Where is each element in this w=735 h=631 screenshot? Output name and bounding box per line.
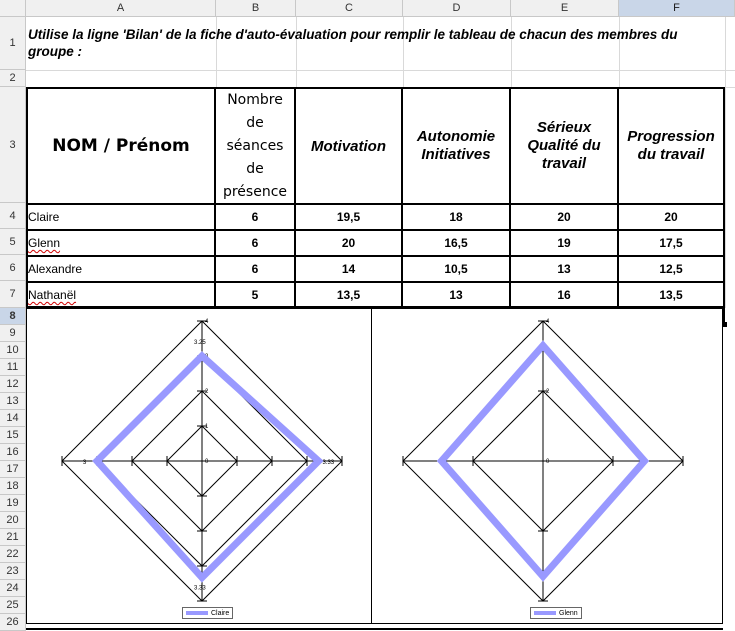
cell-serious[interactable]: 20 — [557, 210, 571, 224]
chart-legend — [182, 607, 233, 619]
header-sessions-line: présence — [222, 183, 288, 200]
row-header-14[interactable]: 14 — [0, 410, 26, 427]
cell-motivation[interactable]: 20 — [341, 236, 356, 250]
row-header-22[interactable]: 22 — [0, 546, 26, 563]
name-text: Glenn — [28, 236, 61, 250]
radar-tick-label: 0 — [205, 459, 209, 465]
row-header-4[interactable]: 4 — [0, 203, 26, 229]
row-header-6[interactable]: 6 — [0, 255, 26, 281]
legend-line-icon — [186, 611, 208, 615]
instruction-text: Utilise la ligne 'Bilan' de la fiche d'auto-évaluation pour remplir le tableau de chacun des membres du groupe : — [28, 27, 678, 59]
legend-label: Glenn — [559, 609, 578, 617]
header-sessions-line: séances — [226, 137, 284, 154]
radar-chart-svg — [372, 309, 724, 625]
col-header-a[interactable]: A — [26, 0, 216, 17]
radar-tick-label: 4 — [546, 319, 550, 325]
cell-sessions[interactable]: 5 — [251, 288, 259, 302]
radar-value-label: 3.33 — [322, 460, 335, 466]
row-header-5[interactable]: 5 — [0, 229, 26, 255]
radar-value-label: 3 — [83, 460, 87, 466]
header-progress-line: Progression — [627, 128, 715, 145]
cell-motivation[interactable]: 19,5 — [336, 210, 361, 224]
grid-line — [26, 70, 735, 71]
header-serious-line: travail — [541, 155, 587, 172]
header-sessions-line: Nombre — [227, 91, 283, 108]
cell-motivation[interactable]: 14 — [341, 262, 356, 276]
header-sessions[interactable] — [216, 89, 294, 203]
col-header-c[interactable]: C — [296, 0, 403, 17]
radar-value-label: 3.33 — [194, 585, 206, 592]
radar-value-label: 3.25 — [194, 340, 206, 346]
radar-tick-label: 4 — [205, 319, 209, 325]
row-header-1[interactable]: 1 — [0, 17, 26, 70]
cell-progress[interactable]: 13,5 — [659, 288, 683, 302]
cell-serious[interactable]: 13 — [557, 262, 571, 276]
cell-motivation[interactable]: 13,5 — [336, 288, 361, 302]
legend-label: Claire — [211, 609, 230, 617]
radar-tick-label: 2 — [205, 389, 209, 395]
cell-progress[interactable]: 12,5 — [659, 262, 683, 276]
row-header-19[interactable]: 19 — [0, 495, 26, 512]
legend-line-icon — [534, 611, 556, 615]
header-serious[interactable] — [511, 89, 617, 203]
cell-autonomy[interactable]: 16,5 — [444, 236, 468, 250]
row-header-24[interactable]: 24 — [0, 580, 26, 597]
row-header-25[interactable]: 25 — [0, 597, 26, 614]
row-header-15[interactable]: 15 — [0, 427, 26, 444]
header-sessions-line: de — [246, 160, 264, 177]
row-header-20[interactable]: 20 — [0, 512, 26, 529]
row-header-16[interactable]: 16 — [0, 444, 26, 461]
row-header-13[interactable]: 13 — [0, 393, 26, 410]
header-serious-line: Qualité du — [527, 137, 601, 154]
cell-serious[interactable]: 16 — [557, 288, 571, 302]
select-all-corner[interactable] — [0, 0, 26, 17]
row-header-12[interactable]: 12 — [0, 376, 26, 393]
radar-chart-svg — [27, 309, 373, 625]
cell-autonomy[interactable]: 13 — [449, 288, 463, 302]
row-header-2[interactable]: 2 — [0, 70, 26, 87]
col-header-d[interactable]: D — [403, 0, 511, 17]
table-border — [26, 628, 723, 630]
row-header-18[interactable]: 18 — [0, 478, 26, 495]
header-progress[interactable] — [619, 89, 723, 203]
row-header-7[interactable]: 7 — [0, 281, 26, 308]
name-text: Alexandre — [28, 262, 83, 276]
row-header-17[interactable]: 17 — [0, 461, 26, 478]
row-header-3[interactable]: 3 — [0, 87, 26, 203]
radar-chart-claire[interactable] — [26, 308, 372, 624]
name-text: Claire — [28, 210, 60, 224]
header-progress-line: du travail — [637, 146, 705, 163]
name-text: Nathanël — [28, 288, 77, 302]
header-autonomy-line: Autonomie — [416, 128, 496, 145]
cell-sessions[interactable]: 6 — [251, 210, 259, 224]
row-header-23[interactable]: 23 — [0, 563, 26, 580]
cell-serious[interactable]: 19 — [557, 236, 571, 250]
cell-autonomy[interactable]: 10,5 — [444, 262, 468, 276]
chart-legend — [530, 607, 582, 619]
cell-progress[interactable]: 17,5 — [659, 236, 683, 250]
cell-name[interactable] — [26, 257, 214, 281]
header-name[interactable]: NOM / Prénom — [52, 136, 190, 156]
row-header-21[interactable]: 21 — [0, 529, 26, 546]
header-autonomy[interactable] — [403, 89, 509, 203]
radar-tick-label: 3 — [205, 354, 209, 360]
cell-sessions[interactable]: 6 — [251, 236, 259, 250]
header-serious-line: Sérieux — [536, 119, 592, 136]
header-motivation[interactable]: Motivation — [311, 137, 386, 155]
cell-name[interactable] — [26, 283, 214, 307]
row-header-26[interactable]: 26 — [0, 614, 26, 631]
row-header-8[interactable]: 8 — [0, 308, 26, 325]
radar-tick-label: 0 — [546, 459, 550, 465]
row-header-9[interactable]: 9 — [0, 325, 26, 342]
radar-tick-label: 1 — [205, 424, 209, 430]
cell-name[interactable] — [26, 231, 214, 255]
row-header-11[interactable]: 11 — [0, 359, 26, 376]
cell-progress[interactable]: 20 — [664, 210, 678, 224]
grid-line — [725, 17, 726, 308]
col-header-b[interactable]: B — [216, 0, 296, 17]
radar-chart-glenn[interactable] — [371, 308, 723, 624]
cell-sessions[interactable]: 6 — [251, 262, 259, 276]
header-sessions-line: de — [246, 114, 264, 131]
cell-name[interactable] — [26, 205, 214, 229]
radar-tick-label: 2 — [546, 389, 550, 395]
col-header-e[interactable]: E — [511, 0, 619, 17]
header-autonomy-line: Initiatives — [421, 146, 491, 163]
row-header-10[interactable]: 10 — [0, 342, 26, 359]
cell-autonomy[interactable]: 18 — [449, 210, 463, 224]
col-header-f[interactable]: F — [619, 0, 735, 17]
